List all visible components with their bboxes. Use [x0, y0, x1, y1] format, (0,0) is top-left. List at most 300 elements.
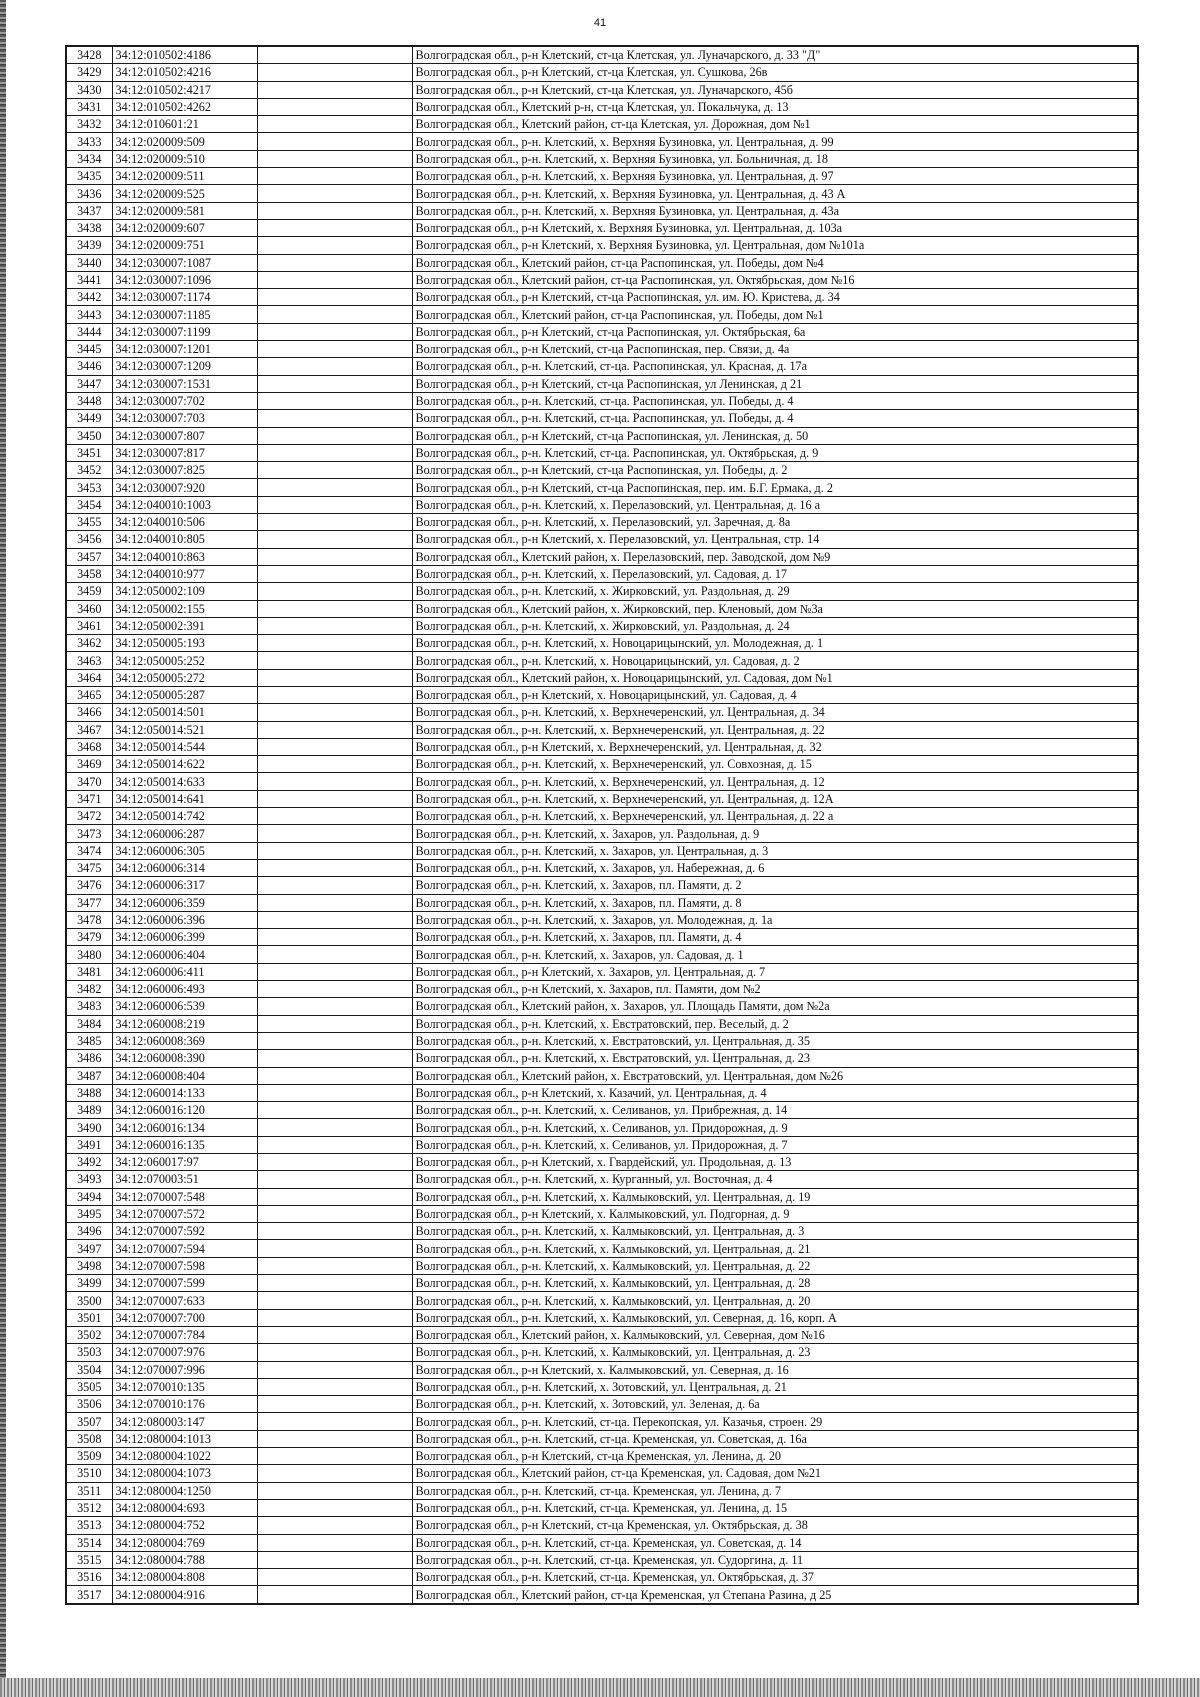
cadastral-number-cell: 34:12:030007:1087 — [112, 254, 257, 271]
table-row — [66, 1032, 1138, 1049]
cadastral-number-cell: 34:12:050005:287 — [112, 686, 257, 703]
row-number-cell: 3515 — [66, 1551, 112, 1568]
table-row — [66, 237, 1138, 254]
address-cell: Волгоградская обл., р-н. Клетский, х. Калмыковский, ул. Центральная, д. 23 — [412, 1344, 1138, 1361]
table-row — [66, 1188, 1138, 1205]
row-number-cell: 3494 — [66, 1188, 112, 1205]
row-number-cell: 3496 — [66, 1223, 112, 1240]
address-cell: Волгоградская обл., р-н. Клетский, х. Верхняя Бузиновка, ул. Центральная, д. 99 — [412, 133, 1138, 150]
cadastral-number-cell: 34:12:060006:493 — [112, 981, 257, 998]
table-row — [66, 185, 1138, 202]
cadastral-number-cell: 34:12:030007:825 — [112, 462, 257, 479]
table-row — [66, 635, 1138, 652]
table-row — [66, 375, 1138, 392]
address-cell: Волгоградская обл., р-н. Клетский, х. Селиванов, ул. Придорожная, д. 9 — [412, 1119, 1138, 1136]
empty-cell — [257, 341, 412, 358]
table-row — [66, 64, 1138, 81]
cadastral-number-cell: 34:12:060006:539 — [112, 998, 257, 1015]
row-number-cell: 3454 — [66, 496, 112, 513]
empty-cell — [257, 1240, 412, 1257]
address-cell: Волгоградская обл., Клетский район, ст-ца Распопинская, ул. Победы, дом №4 — [412, 254, 1138, 271]
address-cell: Волгоградская обл., р-н. Клетский, х. Евстратовский, пер. Веселый, д. 2 — [412, 1015, 1138, 1032]
empty-cell — [257, 981, 412, 998]
address-cell: Волгоградская обл., р-н. Клетский, х. Евстратовский, ул. Центральная, д. 23 — [412, 1050, 1138, 1067]
table-row — [66, 1499, 1138, 1516]
row-number-cell: 3439 — [66, 237, 112, 254]
table-row — [66, 911, 1138, 928]
address-cell: Волгоградская обл., р-н Клетский, х. Захаров, ул. Центральная, д. 7 — [412, 963, 1138, 980]
cadastral-number-cell: 34:12:020009:510 — [112, 150, 257, 167]
empty-cell — [257, 81, 412, 98]
address-cell: Волгоградская обл., р-н Клетский, ст-ца Распопинская, пер. Связи, д. 4а — [412, 341, 1138, 358]
address-cell: Волгоградская обл., Клетский район, х. Калмыковский, ул. Северная, дом №16 — [412, 1326, 1138, 1343]
cadastral-number-cell: 34:12:080004:752 — [112, 1517, 257, 1534]
address-cell: Волгоградская обл., р-н Клетский, х. Верхняя Бузиновка, ул. Центральная, дом №101а — [412, 237, 1138, 254]
row-number-cell: 3456 — [66, 531, 112, 548]
row-number-cell: 3442 — [66, 289, 112, 306]
row-number-cell: 3475 — [66, 859, 112, 876]
empty-cell — [257, 894, 412, 911]
cadastral-number-cell: 34:12:060006:411 — [112, 963, 257, 980]
row-number-cell: 3488 — [66, 1084, 112, 1101]
row-number-cell: 3434 — [66, 150, 112, 167]
cadastral-number-cell: 34:12:020009:509 — [112, 133, 257, 150]
empty-cell — [257, 1361, 412, 1378]
empty-cell — [257, 1067, 412, 1084]
row-number-cell: 3491 — [66, 1136, 112, 1153]
table-row — [66, 1378, 1138, 1395]
address-cell: Волгоградская обл., р-н Клетский, ст-ца Кременская, ул. Ленина, д. 20 — [412, 1448, 1138, 1465]
cadastral-number-cell: 34:12:040010:1003 — [112, 496, 257, 513]
address-cell: Волгоградская обл., р-н. Клетский, х. Новоцарицынский, ул. Садовая, д. 2 — [412, 652, 1138, 669]
address-cell: Волгоградская обл., р-н Клетский, ст-ца Распопинская, ул. им. Ю. Кристева, д. 34 — [412, 289, 1138, 306]
empty-cell — [257, 271, 412, 288]
table-row — [66, 773, 1138, 790]
address-cell: Волгоградская обл., р-н. Клетский, х. Верхняя Бузиновка, ул. Центральная, д. 43 А — [412, 185, 1138, 202]
row-number-cell: 3509 — [66, 1448, 112, 1465]
table-row — [66, 842, 1138, 859]
address-cell: Волгоградская обл., р-н Клетский, ст-ца Клетская, ул. Луначарского, 45б — [412, 81, 1138, 98]
empty-cell — [257, 323, 412, 340]
address-cell: Волгоградская обл., р-н Клетский, ст-ца Распопинская, ул. Октябрьская, 6а — [412, 323, 1138, 340]
cadastral-number-cell: 34:12:030007:920 — [112, 479, 257, 496]
address-cell: Волгоградская обл., р-н Клетский, х. Гвардейский, ул. Продольная, д. 13 — [412, 1154, 1138, 1171]
row-number-cell: 3472 — [66, 808, 112, 825]
empty-cell — [257, 289, 412, 306]
table-row — [66, 462, 1138, 479]
table-row — [66, 392, 1138, 409]
table-row — [66, 1171, 1138, 1188]
cadastral-number-cell: 34:12:070007:594 — [112, 1240, 257, 1257]
empty-cell — [257, 1136, 412, 1153]
row-number-cell: 3441 — [66, 271, 112, 288]
address-cell: Волгоградская обл., р-н Клетский, х. Верхнечеренский, ул. Центральная, д. 32 — [412, 738, 1138, 755]
address-cell: Волгоградская обл., Клетский район, ст-ца Распопинская, ул. Победы, дом №1 — [412, 306, 1138, 323]
empty-cell — [257, 392, 412, 409]
empty-cell — [257, 859, 412, 876]
address-cell: Волгоградская обл., р-н. Клетский, ст-ца. Распопинская, ул. Октябрьская, д. 9 — [412, 444, 1138, 461]
address-cell: Волгоградская обл., Клетский район, х. Перелазовский, пер. Заводской, дом №9 — [412, 548, 1138, 565]
empty-cell — [257, 963, 412, 980]
address-cell: Волгоградская обл., р-н. Клетский, ст-ца. Кременская, ул. Октябрьская, д. 37 — [412, 1569, 1138, 1586]
row-number-cell: 3500 — [66, 1292, 112, 1309]
address-cell: Волгоградская обл., р-н. Клетский, х. Верхняя Бузиновка, ул. Больничная, д. 18 — [412, 150, 1138, 167]
address-cell: Волгоградская обл., р-н. Клетский, х. Зотовский, ул. Центральная, д. 21 — [412, 1378, 1138, 1395]
empty-cell — [257, 929, 412, 946]
empty-cell — [257, 427, 412, 444]
address-cell: Волгоградская обл., р-н. Клетский, х. Верхнечеренский, ул. Центральная, д. 34 — [412, 704, 1138, 721]
table-row — [66, 617, 1138, 634]
table-row — [66, 669, 1138, 686]
cadastral-number-cell: 34:12:010502:4262 — [112, 98, 257, 115]
row-number-cell: 3511 — [66, 1482, 112, 1499]
address-cell: Волгоградская обл., р-н. Клетский, х. Захаров, ул. Центральная, д. 3 — [412, 842, 1138, 859]
row-number-cell: 3476 — [66, 877, 112, 894]
empty-cell — [257, 1569, 412, 1586]
cadastral-number-cell: 34:12:020009:525 — [112, 185, 257, 202]
table-row — [66, 306, 1138, 323]
empty-cell — [257, 462, 412, 479]
cadastral-number-cell: 34:12:080004:1013 — [112, 1430, 257, 1447]
cadastral-number-cell: 34:12:060006:305 — [112, 842, 257, 859]
row-number-cell: 3444 — [66, 323, 112, 340]
row-number-cell: 3468 — [66, 738, 112, 755]
empty-cell — [257, 1517, 412, 1534]
empty-cell — [257, 825, 412, 842]
cadastral-number-cell: 34:12:070007:548 — [112, 1188, 257, 1205]
cadastral-number-cell: 34:12:030007:1096 — [112, 271, 257, 288]
scan-edge-bottom — [0, 1678, 1200, 1697]
address-cell: Волгоградская обл., р-н. Клетский, х. Жирковский, ул. Раздольная, д. 24 — [412, 617, 1138, 634]
table-row — [66, 808, 1138, 825]
cadastral-number-cell: 34:12:010502:4217 — [112, 81, 257, 98]
row-number-cell: 3457 — [66, 548, 112, 565]
cadastral-number-cell: 34:12:080004:1250 — [112, 1482, 257, 1499]
row-number-cell: 3514 — [66, 1534, 112, 1551]
empty-cell — [257, 1171, 412, 1188]
empty-cell — [257, 150, 412, 167]
table-row — [66, 686, 1138, 703]
row-number-cell: 3443 — [66, 306, 112, 323]
table-row — [66, 548, 1138, 565]
cadastral-number-cell: 34:12:070010:135 — [112, 1378, 257, 1395]
cadastral-number-cell: 34:12:070007:633 — [112, 1292, 257, 1309]
empty-cell — [257, 1119, 412, 1136]
cadastral-number-cell: 34:12:060006:314 — [112, 859, 257, 876]
empty-cell — [257, 1396, 412, 1413]
cadastral-number-cell: 34:12:080004:808 — [112, 1569, 257, 1586]
cadastral-number-cell: 34:12:070007:592 — [112, 1223, 257, 1240]
row-number-cell: 3495 — [66, 1205, 112, 1222]
table-row — [66, 531, 1138, 548]
empty-cell — [257, 531, 412, 548]
empty-cell — [257, 704, 412, 721]
cadastral-number-cell: 34:12:040010:863 — [112, 548, 257, 565]
empty-cell — [257, 1378, 412, 1395]
address-cell: Волгоградская обл., Клетский р-н, ст-ца Клетская, ул. Покальчука, д. 13 — [412, 98, 1138, 115]
address-cell: Волгоградская обл., р-н. Клетский, х. Захаров, ул. Набережная, д. 6 — [412, 859, 1138, 876]
table-row — [66, 1326, 1138, 1343]
row-number-cell: 3462 — [66, 635, 112, 652]
empty-cell — [257, 64, 412, 81]
cadastral-number-cell: 34:12:080004:788 — [112, 1551, 257, 1568]
cadastral-number-cell: 34:12:030007:702 — [112, 392, 257, 409]
cadastral-number-cell: 34:12:040010:506 — [112, 514, 257, 531]
empty-cell — [257, 773, 412, 790]
table-row — [66, 219, 1138, 236]
address-cell: Волгоградская обл., р-н. Клетский, ст-ца. Распопинская, ул. Победы, д. 4 — [412, 410, 1138, 427]
row-number-cell: 3430 — [66, 81, 112, 98]
address-cell: Волгоградская обл., р-н. Клетский, х. Калмыковский, ул. Центральная, д. 21 — [412, 1240, 1138, 1257]
address-cell: Волгоградская обл., р-н Клетский, ст-ца Распопинская, ул. Победы, д. 2 — [412, 462, 1138, 479]
address-cell: Волгоградская обл., р-н Клетский, х. Калмыковский, ул. Северная, д. 16 — [412, 1361, 1138, 1378]
empty-cell — [257, 410, 412, 427]
cadastral-number-cell: 34:12:050002:109 — [112, 583, 257, 600]
table-row — [66, 1534, 1138, 1551]
address-cell: Волгоградская обл., р-н. Клетский, х. Верхнечеренский, ул. Центральная, д. 12 — [412, 773, 1138, 790]
address-cell: Волгоградская обл., р-н Клетский, х. Перелазовский, ул. Центральная, стр. 14 — [412, 531, 1138, 548]
cadastral-number-cell: 34:12:060014:133 — [112, 1084, 257, 1101]
address-cell: Волгоградская обл., р-н. Клетский, х. Жирковский, ул. Раздольная, д. 29 — [412, 583, 1138, 600]
table-row — [66, 514, 1138, 531]
row-number-cell: 3429 — [66, 64, 112, 81]
row-number-cell: 3512 — [66, 1499, 112, 1516]
cadastral-number-cell: 34:12:080004:1073 — [112, 1465, 257, 1482]
row-number-cell: 3486 — [66, 1050, 112, 1067]
table-row — [66, 565, 1138, 582]
row-number-cell: 3438 — [66, 219, 112, 236]
cadastral-number-cell: 34:12:070007:784 — [112, 1326, 257, 1343]
empty-cell — [257, 1344, 412, 1361]
cadastral-number-cell: 34:12:010601:21 — [112, 116, 257, 133]
row-number-cell: 3431 — [66, 98, 112, 115]
cadastral-number-cell: 34:12:030007:1199 — [112, 323, 257, 340]
row-number-cell: 3477 — [66, 894, 112, 911]
row-number-cell: 3466 — [66, 704, 112, 721]
empty-cell — [257, 168, 412, 185]
cadastral-number-cell: 34:12:050014:633 — [112, 773, 257, 790]
empty-cell — [257, 496, 412, 513]
cadastral-number-cell: 34:12:080003:147 — [112, 1413, 257, 1430]
cadastral-number-cell: 34:12:030007:817 — [112, 444, 257, 461]
row-number-cell: 3440 — [66, 254, 112, 271]
cadastral-number-cell: 34:12:060006:396 — [112, 911, 257, 928]
table-row — [66, 1084, 1138, 1101]
row-number-cell: 3480 — [66, 946, 112, 963]
row-number-cell: 3453 — [66, 479, 112, 496]
row-number-cell: 3510 — [66, 1465, 112, 1482]
row-number-cell: 3433 — [66, 133, 112, 150]
cadastral-number-cell: 34:12:050002:155 — [112, 600, 257, 617]
empty-cell — [257, 1309, 412, 1326]
table-row — [66, 98, 1138, 115]
row-number-cell: 3445 — [66, 341, 112, 358]
address-cell: Волгоградская обл., р-н. Клетский, х. Перелазовский, ул. Садовая, д. 17 — [412, 565, 1138, 582]
table-row — [66, 1551, 1138, 1568]
row-number-cell: 3451 — [66, 444, 112, 461]
table-row — [66, 496, 1138, 513]
empty-cell — [257, 1205, 412, 1222]
cadastral-number-cell: 34:12:050005:272 — [112, 669, 257, 686]
cadastral-number-cell: 34:12:020009:607 — [112, 219, 257, 236]
address-cell: Волгоградская обл., Клетский район, ст-ца Кременская, ул. Садовая, дом №21 — [412, 1465, 1138, 1482]
empty-cell — [257, 1188, 412, 1205]
cadastral-number-cell: 34:12:080004:693 — [112, 1499, 257, 1516]
empty-cell — [257, 998, 412, 1015]
cadastral-number-cell: 34:12:030007:1209 — [112, 358, 257, 375]
row-number-cell: 3481 — [66, 963, 112, 980]
empty-cell — [257, 202, 412, 219]
address-cell: Волгоградская обл., р-н. Клетский, ст-ца. Кременская, ул. Советская, д. 16а — [412, 1430, 1138, 1447]
address-cell: Волгоградская обл., р-н. Клетский, х. Захаров, пл. Памяти, д. 4 — [412, 929, 1138, 946]
table-row — [66, 825, 1138, 842]
empty-cell — [257, 600, 412, 617]
row-number-cell: 3469 — [66, 756, 112, 773]
table-row — [66, 116, 1138, 133]
empty-cell — [257, 479, 412, 496]
table-row — [66, 790, 1138, 807]
empty-cell — [257, 669, 412, 686]
row-number-cell: 3458 — [66, 565, 112, 582]
table-row — [66, 877, 1138, 894]
cadastral-number-cell: 34:12:050002:391 — [112, 617, 257, 634]
cadastral-number-cell: 34:12:060008:219 — [112, 1015, 257, 1032]
empty-cell — [257, 1482, 412, 1499]
table-row — [66, 1205, 1138, 1222]
table-row — [66, 998, 1138, 1015]
table-row — [66, 721, 1138, 738]
row-number-cell: 3487 — [66, 1067, 112, 1084]
address-cell: Волгоградская обл., р-н Клетский, ст-ца Клетская, ул. Сушкова, 26в — [412, 64, 1138, 81]
empty-cell — [257, 514, 412, 531]
table-row — [66, 1050, 1138, 1067]
cadastral-number-cell: 34:12:060008:369 — [112, 1032, 257, 1049]
empty-cell — [257, 1551, 412, 1568]
cadastral-number-cell: 34:12:050005:252 — [112, 652, 257, 669]
address-cell: Волгоградская обл., р-н Клетский, ст-ца Распопинская, ул. Ленинская, д. 50 — [412, 427, 1138, 444]
empty-cell — [257, 1050, 412, 1067]
table-row — [66, 704, 1138, 721]
empty-cell — [257, 1465, 412, 1482]
address-cell: Волгоградская обл., р-н Клетский, х. Захаров, пл. Памяти, дом №2 — [412, 981, 1138, 998]
table-row — [66, 168, 1138, 185]
row-number-cell: 3432 — [66, 116, 112, 133]
row-number-cell: 3517 — [66, 1586, 112, 1604]
table-row — [66, 341, 1138, 358]
address-cell: Волгоградская обл., р-н. Клетский, х. Верхнечеренский, ул. Центральная, д. 22 а — [412, 808, 1138, 825]
empty-cell — [257, 1102, 412, 1119]
row-number-cell: 3501 — [66, 1309, 112, 1326]
cadastral-number-cell: 34:12:020009:581 — [112, 202, 257, 219]
address-cell: Волгоградская обл., Клетский район, х. Новоцарицынский, ул. Садовая, дом №1 — [412, 669, 1138, 686]
address-cell: Волгоградская обл., р-н. Клетский, х. Калмыковский, ул. Центральная, д. 19 — [412, 1188, 1138, 1205]
table-row — [66, 1569, 1138, 1586]
address-cell: Волгоградская обл., р-н. Клетский, х. Захаров, пл. Памяти, д. 8 — [412, 894, 1138, 911]
empty-cell — [257, 1413, 412, 1430]
row-number-cell: 3489 — [66, 1102, 112, 1119]
table-row — [66, 1292, 1138, 1309]
empty-cell — [257, 756, 412, 773]
row-number-cell: 3485 — [66, 1032, 112, 1049]
cadastral-number-cell: 34:12:070007:700 — [112, 1309, 257, 1326]
cadastral-number-cell: 34:12:050014:622 — [112, 756, 257, 773]
row-number-cell: 3498 — [66, 1257, 112, 1274]
table-row — [66, 1119, 1138, 1136]
table-row — [66, 859, 1138, 876]
row-number-cell: 3483 — [66, 998, 112, 1015]
cadastral-number-cell: 34:12:050014:641 — [112, 790, 257, 807]
row-number-cell: 3503 — [66, 1344, 112, 1361]
empty-cell — [257, 254, 412, 271]
empty-cell — [257, 133, 412, 150]
table-row — [66, 1240, 1138, 1257]
cadastral-number-cell: 34:12:070010:176 — [112, 1396, 257, 1413]
cadastral-number-cell: 34:12:060008:404 — [112, 1067, 257, 1084]
cadastral-number-cell: 34:12:030007:807 — [112, 427, 257, 444]
address-cell: Волгоградская обл., р-н. Клетский, х. Захаров, ул. Раздольная, д. 9 — [412, 825, 1138, 842]
cadastral-registry-table — [65, 45, 1139, 1605]
table-row — [66, 1430, 1138, 1447]
row-number-cell: 3513 — [66, 1517, 112, 1534]
address-cell: Волгоградская обл., р-н. Клетский, ст-ца. Распопинская, ул. Красная, д. 17а — [412, 358, 1138, 375]
empty-cell — [257, 1499, 412, 1516]
cadastral-number-cell: 34:12:060006:399 — [112, 929, 257, 946]
cadastral-number-cell: 34:12:070007:996 — [112, 1361, 257, 1378]
row-number-cell: 3497 — [66, 1240, 112, 1257]
table-row — [66, 1448, 1138, 1465]
table-row — [66, 289, 1138, 306]
table-row — [66, 81, 1138, 98]
cadastral-number-cell: 34:12:060006:287 — [112, 825, 257, 842]
cadastral-number-cell: 34:12:050014:501 — [112, 704, 257, 721]
table-row — [66, 46, 1138, 64]
cadastral-number-cell: 34:12:080004:769 — [112, 1534, 257, 1551]
empty-cell — [257, 185, 412, 202]
empty-cell — [257, 877, 412, 894]
address-cell: Волгоградская обл., р-н. Клетский, х. Селиванов, ул. Прибрежная, д. 14 — [412, 1102, 1138, 1119]
empty-cell — [257, 1257, 412, 1274]
empty-cell — [257, 46, 412, 64]
table-row — [66, 1309, 1138, 1326]
table-row — [66, 756, 1138, 773]
address-cell: Волгоградская обл., р-н. Клетский, х. Калмыковский, ул. Центральная, д. 3 — [412, 1223, 1138, 1240]
empty-cell — [257, 444, 412, 461]
table-row — [66, 254, 1138, 271]
table-row — [66, 946, 1138, 963]
cadastral-number-cell: 34:12:080004:916 — [112, 1586, 257, 1604]
empty-cell — [257, 1032, 412, 1049]
address-cell: Волгоградская обл., Клетский район, ст-ца Кременская, ул Степана Разина, д 25 — [412, 1586, 1138, 1604]
table-row — [66, 652, 1138, 669]
cadastral-number-cell: 34:12:040010:805 — [112, 531, 257, 548]
table-row — [66, 1344, 1138, 1361]
empty-cell — [257, 1326, 412, 1343]
table-row — [66, 1154, 1138, 1171]
table-row — [66, 358, 1138, 375]
table-row — [66, 1257, 1138, 1274]
cadastral-number-cell: 34:12:060016:134 — [112, 1119, 257, 1136]
cadastral-number-cell: 34:12:030007:1185 — [112, 306, 257, 323]
address-cell: Волгоградская обл., Клетский район, х. Захаров, ул. Площадь Памяти, дом №2а — [412, 998, 1138, 1015]
cadastral-number-cell: 34:12:070007:599 — [112, 1275, 257, 1292]
row-number-cell: 3493 — [66, 1171, 112, 1188]
row-number-cell: 3502 — [66, 1326, 112, 1343]
cadastral-number-cell: 34:12:070003:51 — [112, 1171, 257, 1188]
table-row — [66, 1517, 1138, 1534]
address-cell: Волгоградская обл., р-н Клетский, х. Верхняя Бузиновка, ул. Центральная, д. 103а — [412, 219, 1138, 236]
empty-cell — [257, 1223, 412, 1240]
cadastral-number-cell: 34:12:030007:1531 — [112, 375, 257, 392]
